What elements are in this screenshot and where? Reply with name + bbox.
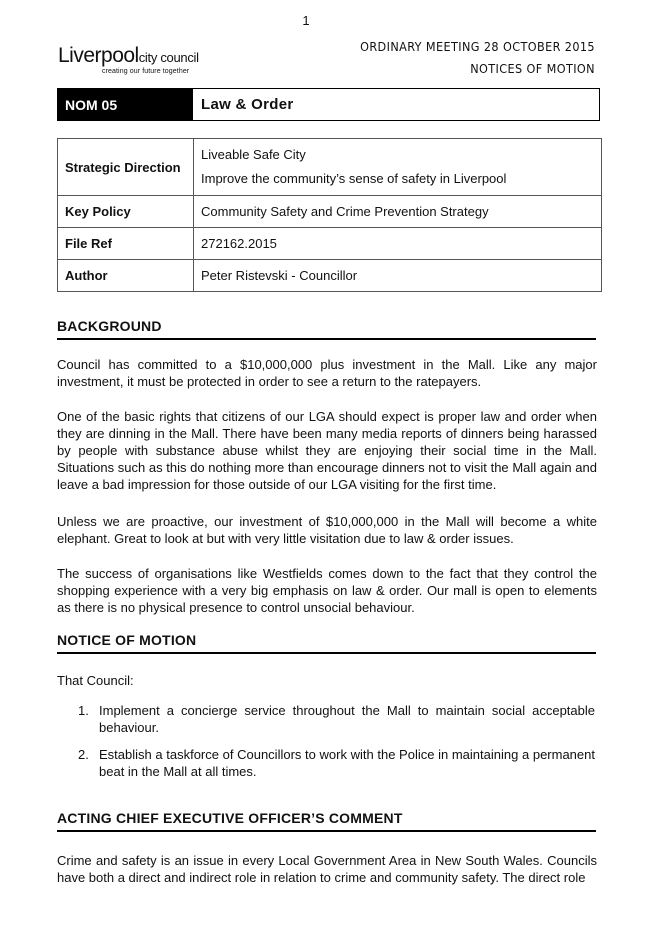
table-row (58, 228, 602, 260)
nom-title-box (57, 88, 600, 121)
paragraph-text: The success of organisations like Westfields comes down to the fact that they control the shopping experience with a very big emphasis on law & order. Our mall is open to elements as there is no physical presence to control unsocial behaviour. (57, 566, 597, 615)
liverpool-city-council-logo (58, 45, 199, 75)
table-row (58, 139, 602, 196)
page-number: 1 (302, 13, 310, 28)
section-title: NOTICES OF MOTION (470, 61, 595, 76)
author-label: Author (58, 260, 194, 292)
key-policy-value: Community Safety and Crime Prevention Strategy (194, 196, 602, 228)
nom-title: Law & Order (201, 96, 294, 113)
paragraph-text: Council has committed to a $10,000,000 plus investment in the Mall. Like any major investment, it must be protected in order to see a return to the ratepayers. (57, 357, 597, 389)
paragraph-text: Crime and safety is an issue in every Local Government Area in New South Wales. Councils have both a direct and indirect role in relation to crime and community safety. The direct role (57, 853, 597, 885)
logo-tagline: creating our future together (102, 68, 190, 75)
details-table (57, 138, 602, 292)
motion-intro: That Council: (57, 673, 134, 688)
list-item-number: 1. (78, 703, 89, 718)
notice-of-motion-heading: NOTICE OF MOTION (57, 632, 596, 654)
ceo-comment-heading: ACTING CHIEF EXECUTIVE OFFICER’S COMMENT (57, 810, 596, 832)
key-policy-label: Key Policy (58, 196, 194, 228)
document-header (360, 36, 595, 80)
background-heading: BACKGROUND (57, 318, 596, 340)
background-paragraph-4 (57, 565, 597, 616)
list-item-text: Implement a concierge service throughout the Mall to maintain social acceptable behaviour. (99, 703, 595, 735)
table-row (58, 260, 602, 292)
background-paragraph-3 (57, 513, 597, 547)
author-value: Peter Ristevski - Councillor (194, 260, 602, 292)
list-item-number: 2. (78, 747, 89, 762)
paragraph-text: One of the basic rights that citizens of our LGA should expect is proper law and order when they are dinning in the Mall. There have been many media reports of dinners being harassed by people with substance abuse whilst they are enjoying their social time in the Mall. Situations such as this do nothing more than encourage dinners not to visit the Mall again and leave a bad impression for those outside of our LGA visiting for the first time. (57, 409, 597, 492)
file-ref-label: File Ref (58, 228, 194, 260)
list-item (78, 746, 595, 780)
logo-wordmark: Liverpool (58, 44, 139, 67)
list-item (78, 702, 595, 736)
strategic-direction-line2: Improve the community’s sense of safety in Liverpool (201, 171, 507, 186)
meeting-title: ORDINARY MEETING 28 OCTOBER 2015 (360, 39, 595, 54)
file-ref-value: 272162.2015 (194, 228, 602, 260)
background-paragraph-2 (57, 408, 597, 493)
list-item-text: Establish a taskforce of Councillors to work with the Police in maintaining a permanent beat in the Mall at all times. (99, 747, 595, 779)
strategic-direction-label: Strategic Direction (58, 139, 194, 196)
ceo-comment-paragraph (57, 852, 597, 886)
nom-code: NOM 05 (58, 89, 193, 120)
table-row (58, 196, 602, 228)
strategic-direction-value (194, 139, 602, 196)
strategic-direction-line1: Liveable Safe City (201, 147, 306, 162)
paragraph-text: Unless we are proactive, our investment of $10,000,000 in the Mall will become a white elephant. Great to look at but with very little visitation due to law & order issues. (57, 514, 597, 546)
logo-suffix: city council (138, 50, 199, 65)
background-paragraph-1 (57, 356, 597, 390)
